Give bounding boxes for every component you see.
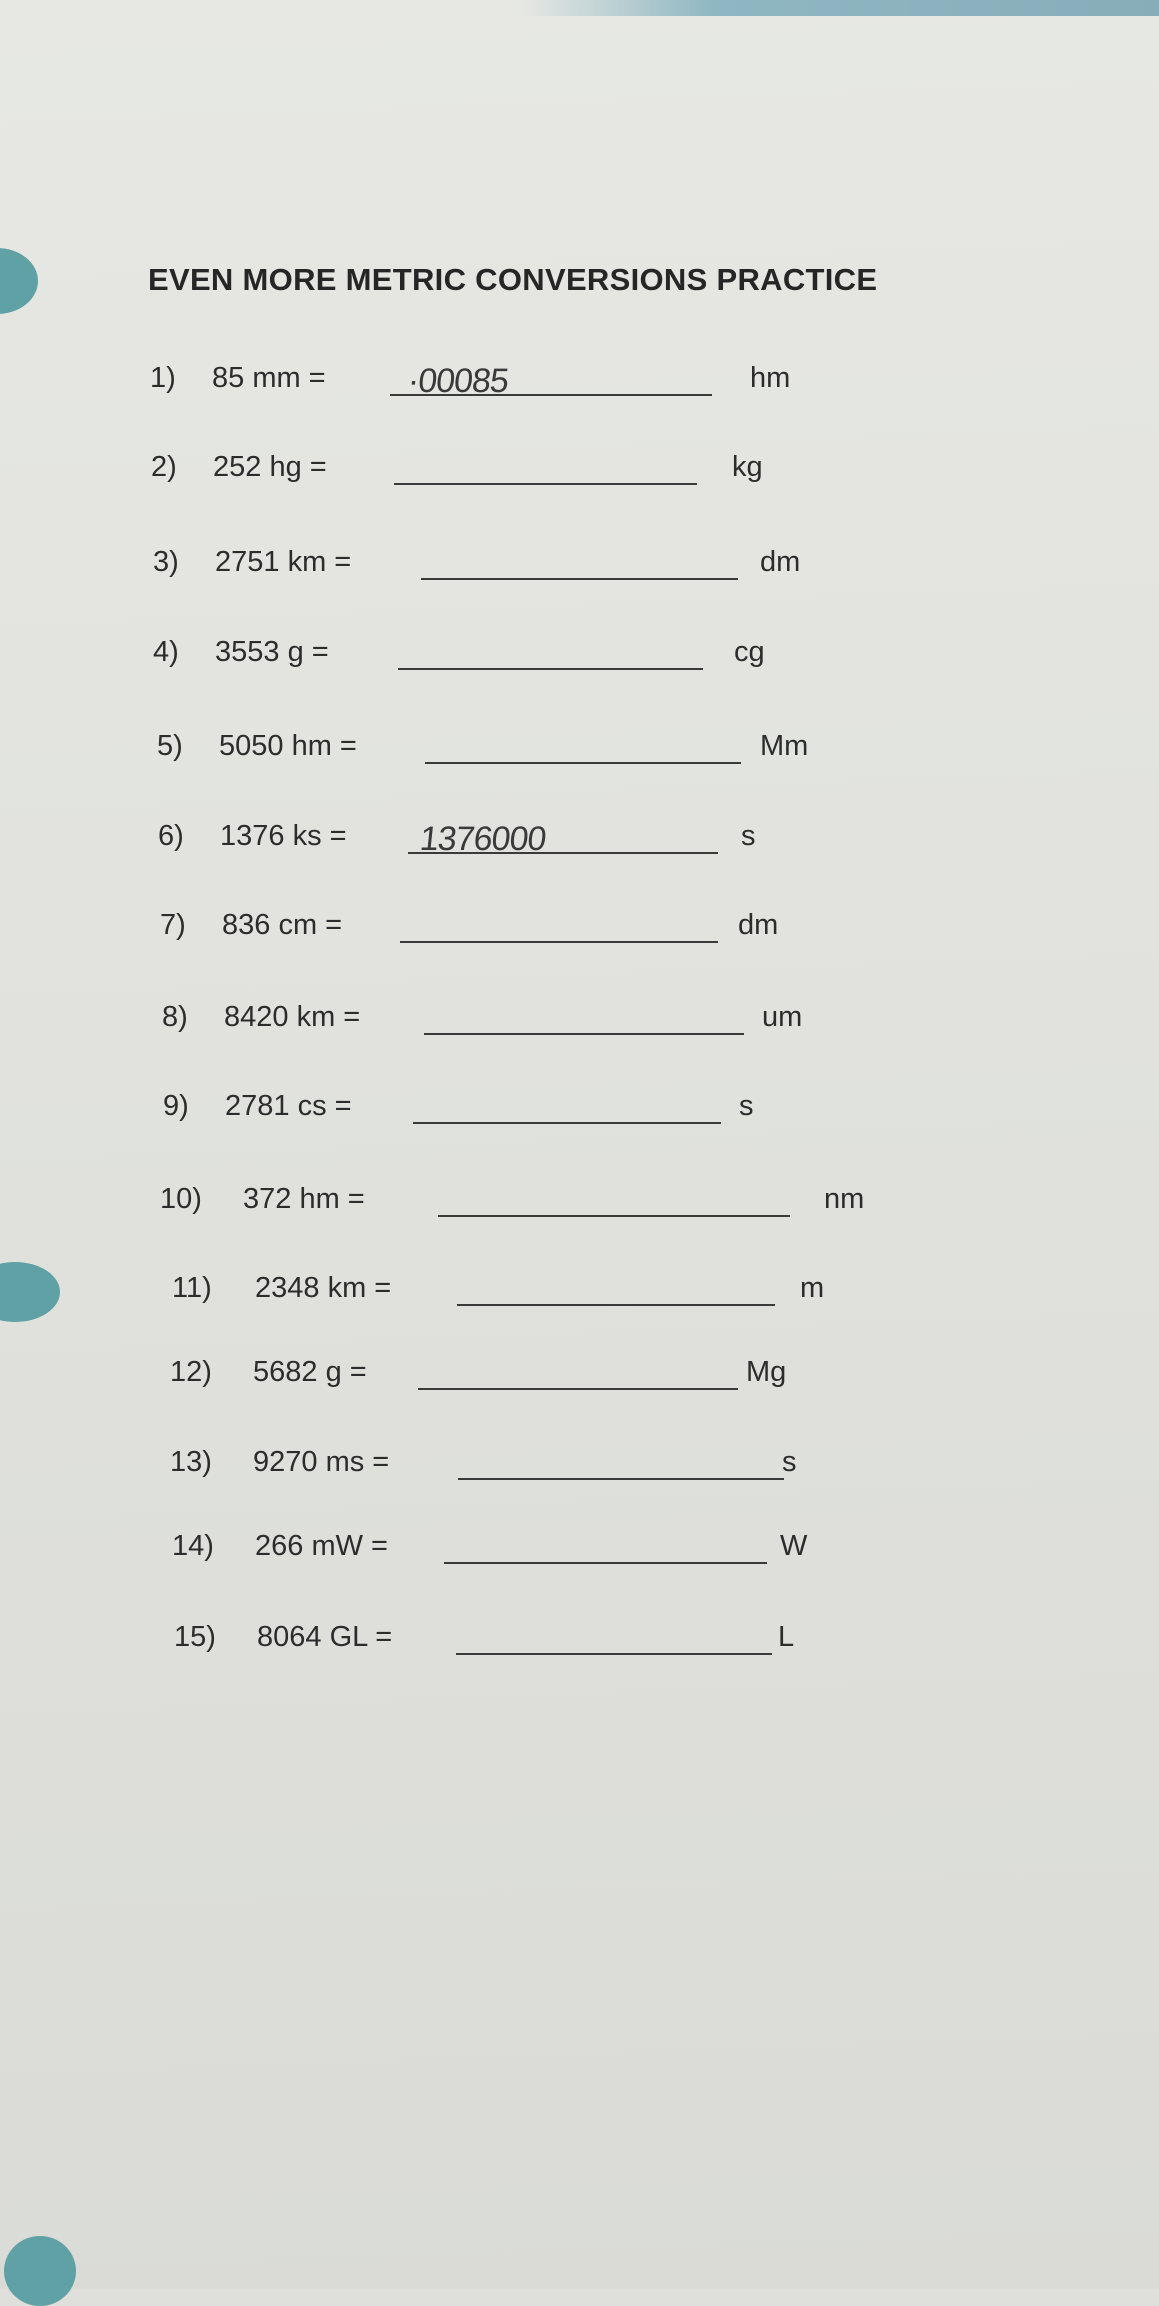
binder-hole bbox=[0, 248, 38, 314]
problem-number: 11) bbox=[172, 1272, 212, 1304]
answer-blank[interactable] bbox=[398, 668, 703, 670]
answer-blank[interactable] bbox=[425, 762, 741, 764]
problem-row bbox=[162, 1001, 842, 1041]
target-unit: W bbox=[780, 1530, 808, 1562]
problem-number: 10) bbox=[160, 1183, 202, 1215]
binder-hole bbox=[4, 2236, 76, 2306]
target-unit: L bbox=[778, 1621, 795, 1653]
problem-row bbox=[160, 1183, 880, 1223]
answer-blank[interactable] bbox=[438, 1215, 790, 1217]
problem-question: 836 cm = bbox=[222, 909, 343, 941]
target-unit: Mg bbox=[746, 1356, 787, 1388]
answer-blank[interactable] bbox=[424, 1033, 744, 1035]
problem-number: 5) bbox=[157, 730, 183, 762]
answer-blank[interactable] bbox=[413, 1122, 721, 1124]
problem-number: 6) bbox=[158, 820, 184, 852]
problem-row bbox=[172, 1272, 892, 1312]
answer-blank[interactable] bbox=[418, 1388, 738, 1390]
problem-row bbox=[157, 730, 837, 770]
target-unit: dm bbox=[760, 546, 801, 578]
target-unit: hm bbox=[750, 362, 791, 394]
target-unit: um bbox=[762, 1001, 803, 1033]
target-unit: kg bbox=[732, 451, 763, 483]
target-unit: dm bbox=[738, 909, 779, 941]
problem-row bbox=[170, 1356, 890, 1396]
problem-question: 85 mm = bbox=[212, 362, 326, 394]
target-unit: s bbox=[739, 1090, 754, 1122]
target-unit: m bbox=[800, 1272, 825, 1304]
problem-number: 8) bbox=[162, 1001, 188, 1033]
problem-number: 4) bbox=[153, 636, 179, 668]
problem-question: 2781 cs = bbox=[225, 1090, 352, 1122]
answer-blank[interactable] bbox=[400, 941, 718, 943]
answer-blank[interactable] bbox=[457, 1304, 775, 1306]
problem-question: 372 hm = bbox=[243, 1183, 365, 1215]
problem-number: 3) bbox=[153, 546, 179, 578]
target-unit: s bbox=[741, 820, 756, 852]
problem-question: 1376 ks = bbox=[220, 820, 347, 852]
problem-question: 8064 GL = bbox=[257, 1621, 393, 1653]
problem-number: 1) bbox=[150, 362, 176, 394]
target-unit: cg bbox=[734, 636, 765, 668]
answer-blank[interactable] bbox=[421, 578, 738, 580]
problem-number: 7) bbox=[160, 909, 186, 941]
problem-question: 9270 ms = bbox=[253, 1446, 390, 1478]
problem-question: 8420 km = bbox=[224, 1001, 361, 1033]
worksheet-title: EVEN MORE METRIC CONVERSIONS PRACTICE bbox=[148, 262, 878, 297]
problem-question: 252 hg = bbox=[213, 451, 327, 483]
problem-row bbox=[153, 546, 833, 586]
problem-question: 2751 km = bbox=[215, 546, 352, 578]
problem-row bbox=[163, 1090, 843, 1130]
binder-hole bbox=[0, 1262, 60, 1322]
handwritten-answer: 1376000 bbox=[418, 820, 548, 858]
problem-row bbox=[170, 1446, 890, 1486]
answer-blank[interactable] bbox=[456, 1653, 772, 1655]
target-unit: s bbox=[782, 1446, 797, 1478]
problem-row bbox=[151, 451, 831, 491]
target-unit: Mm bbox=[760, 730, 809, 762]
problem-question: 5682 g = bbox=[253, 1356, 367, 1388]
problem-number: 13) bbox=[170, 1446, 212, 1478]
target-unit: nm bbox=[824, 1183, 865, 1215]
answer-blank[interactable] bbox=[444, 1562, 767, 1564]
problem-row bbox=[150, 362, 830, 402]
problem-number: 14) bbox=[172, 1530, 214, 1562]
problem-row bbox=[153, 636, 833, 676]
problem-row bbox=[158, 820, 838, 860]
problem-row bbox=[160, 909, 840, 949]
problem-number: 15) bbox=[174, 1621, 216, 1653]
problem-number: 12) bbox=[170, 1356, 212, 1388]
problem-row bbox=[172, 1530, 892, 1570]
problem-number: 9) bbox=[163, 1090, 189, 1122]
handwritten-answer: ·00085 bbox=[406, 362, 510, 400]
answer-blank[interactable] bbox=[458, 1478, 784, 1480]
problem-question: 2348 km = bbox=[255, 1272, 392, 1304]
problem-number: 2) bbox=[151, 451, 177, 483]
problem-question: 266 mW = bbox=[255, 1530, 388, 1562]
problem-question: 5050 hm = bbox=[219, 730, 357, 762]
answer-blank[interactable] bbox=[394, 483, 697, 485]
top-edge-strip bbox=[520, 0, 1159, 16]
problem-row bbox=[174, 1621, 894, 1661]
problem-question: 3553 g = bbox=[215, 636, 329, 668]
